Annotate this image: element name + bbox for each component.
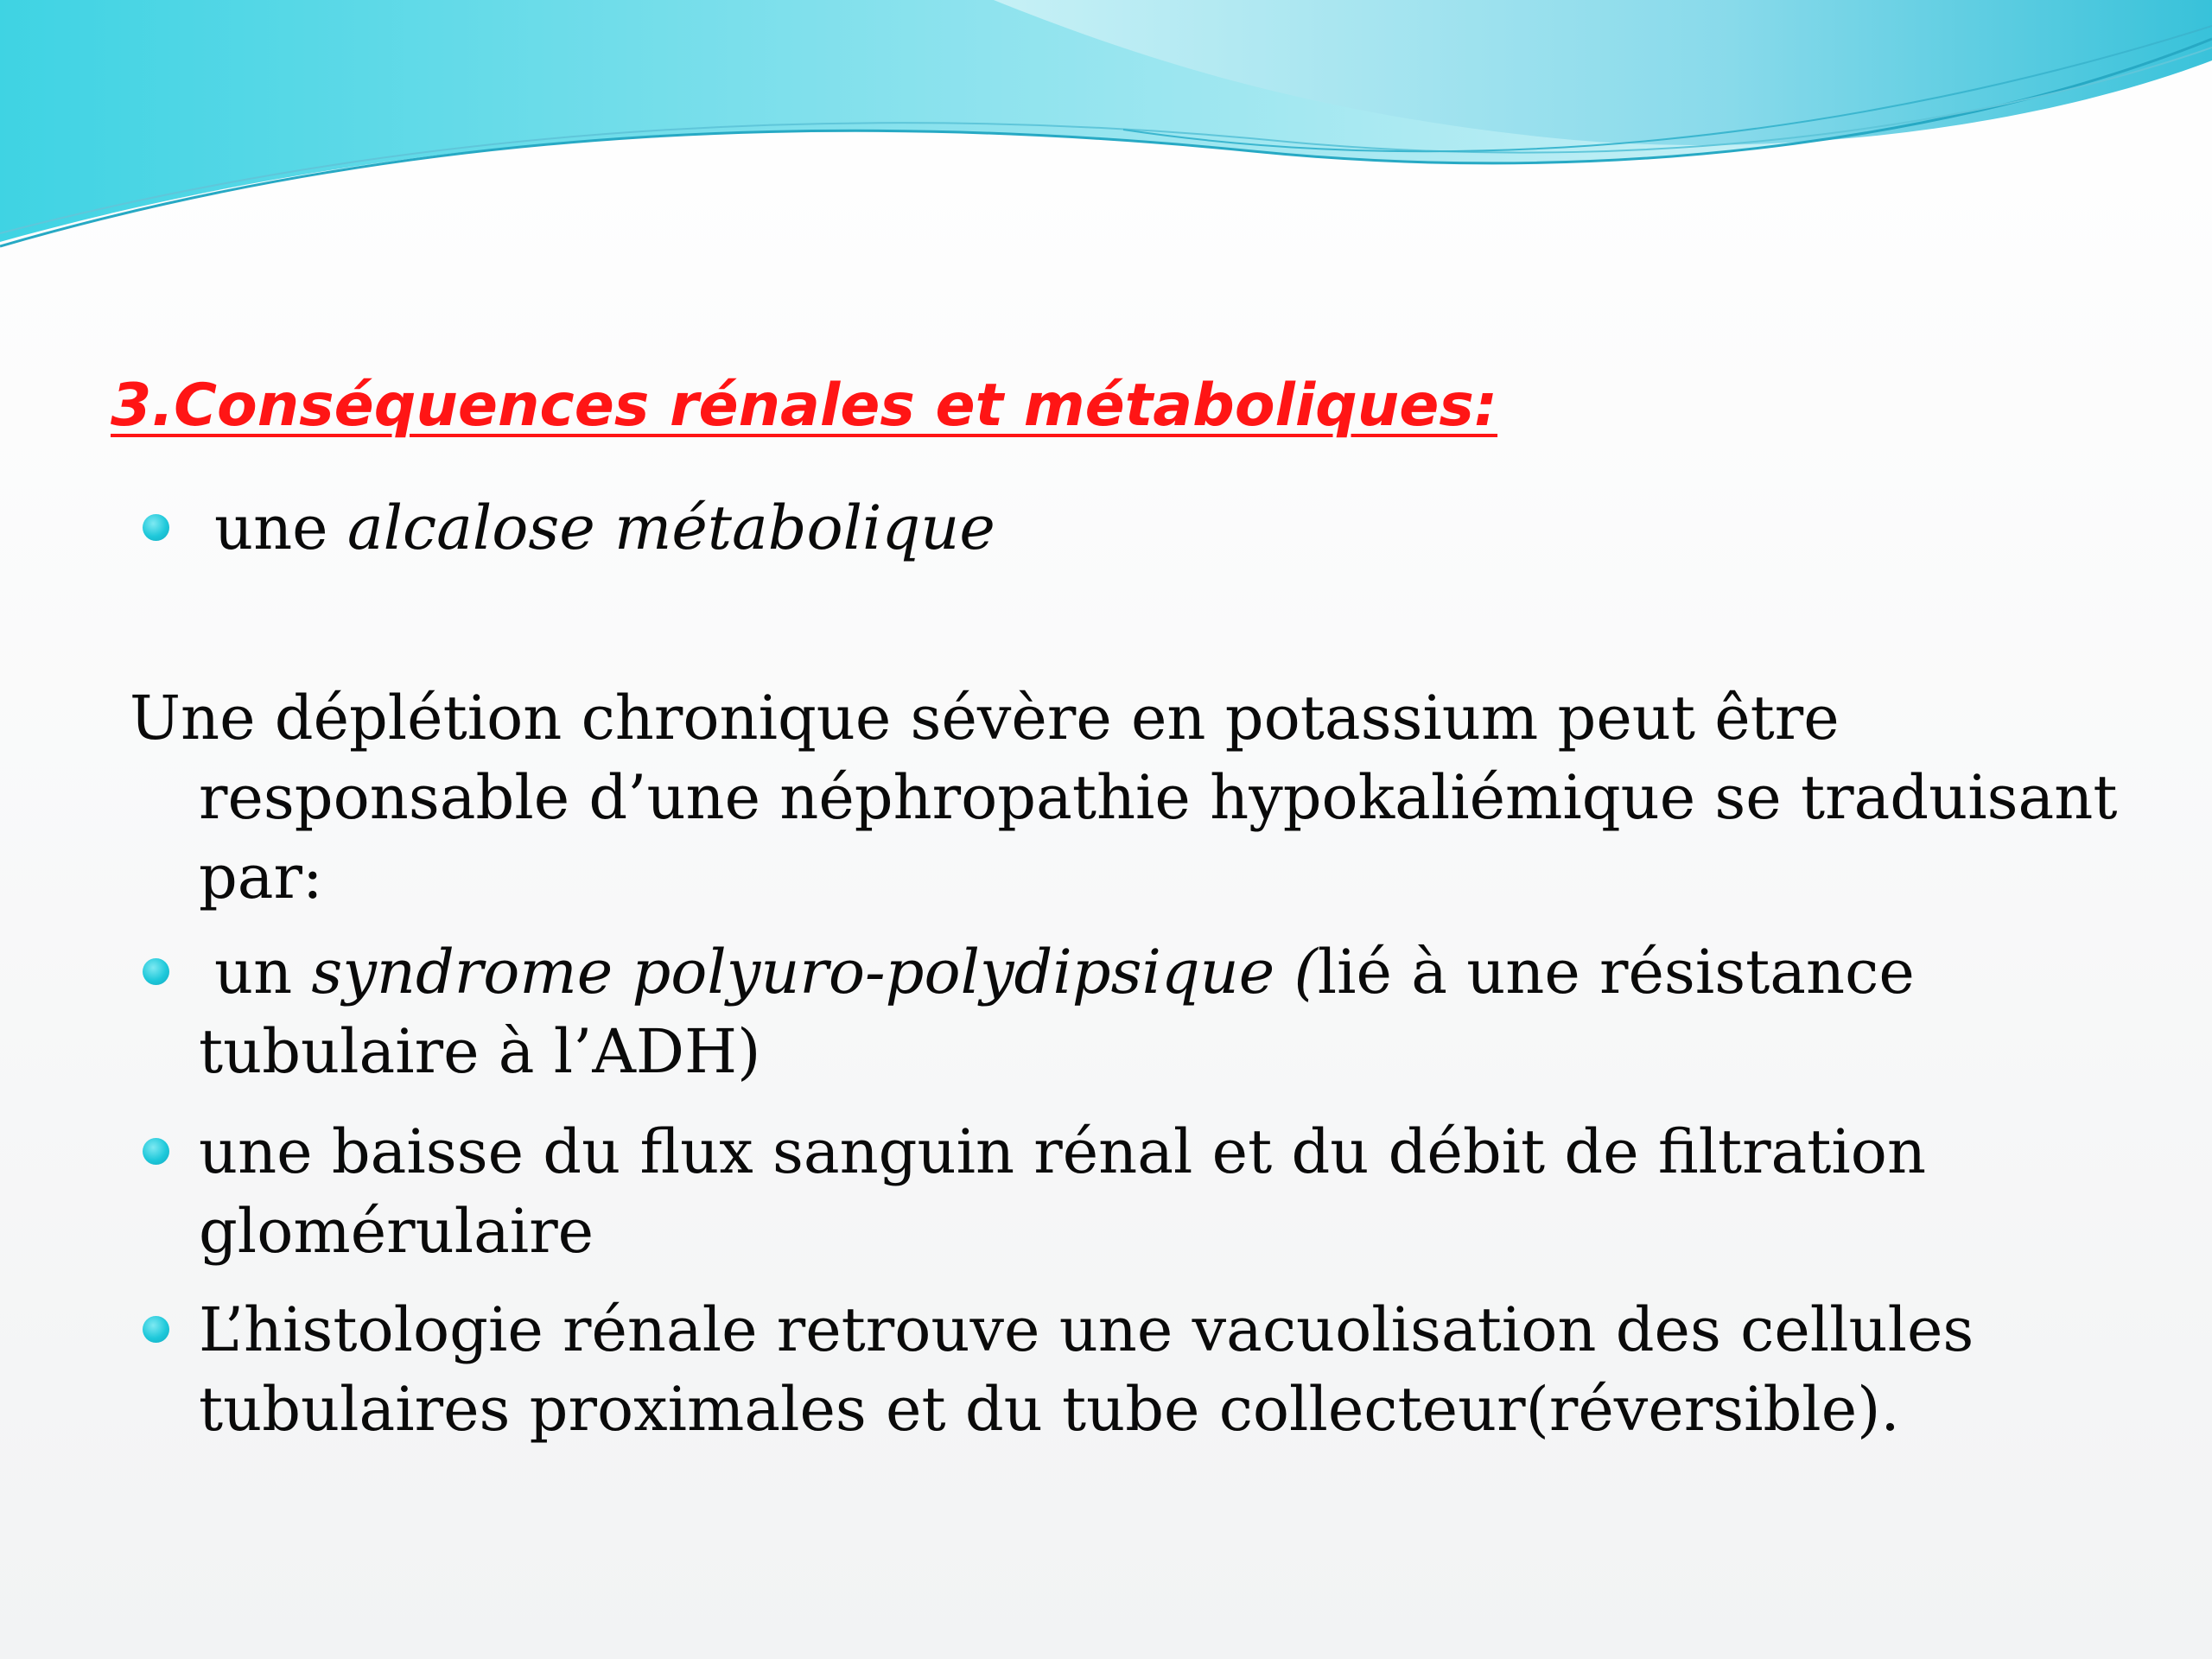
bullet-dot-icon [143,1138,169,1165]
bullet-syndrome-lead: un [214,937,312,1007]
bullet-flux-text: une baisse du flux sanguin rénal et du débit de filtration glomérulaire [199,1116,1927,1267]
bullet-dot-icon [143,1316,169,1343]
bullet-histologie-text: L’histologie rénale retrouve une vacuolisation des cellules tubulaires proximales et du tube collecteur(réversible). [199,1294,1974,1445]
bullet-histologie [130,1290,2143,1449]
slide-title: 3.Conséquences rénales et métaboliques: [111,372,1498,440]
paragraph-depletion: Une déplétion chronique sévère en potassium peut être responsable d’une néphropathie hypokaliémique se traduisant par: [130,683,2118,912]
bullet-dot-icon [143,958,169,985]
bullet-alcalose [130,488,2143,568]
bullet-flux [130,1112,2143,1271]
bullet-syndrome [130,932,2143,1091]
bullet-alcalose-lead: une [214,493,347,563]
bullet-syndrome-emphasis: syndrome polyuro-polydipsique ( [311,937,1318,1007]
header-wave-decoration [0,0,2212,259]
bullet-dot-icon [143,514,169,541]
bullet-syndrome-rest: lié à une résistance tubulaire à l’ADH) [199,937,1915,1087]
bullet-alcalose-emphasis: alcalose métabolique [346,493,995,563]
slide-body [130,488,2143,1449]
